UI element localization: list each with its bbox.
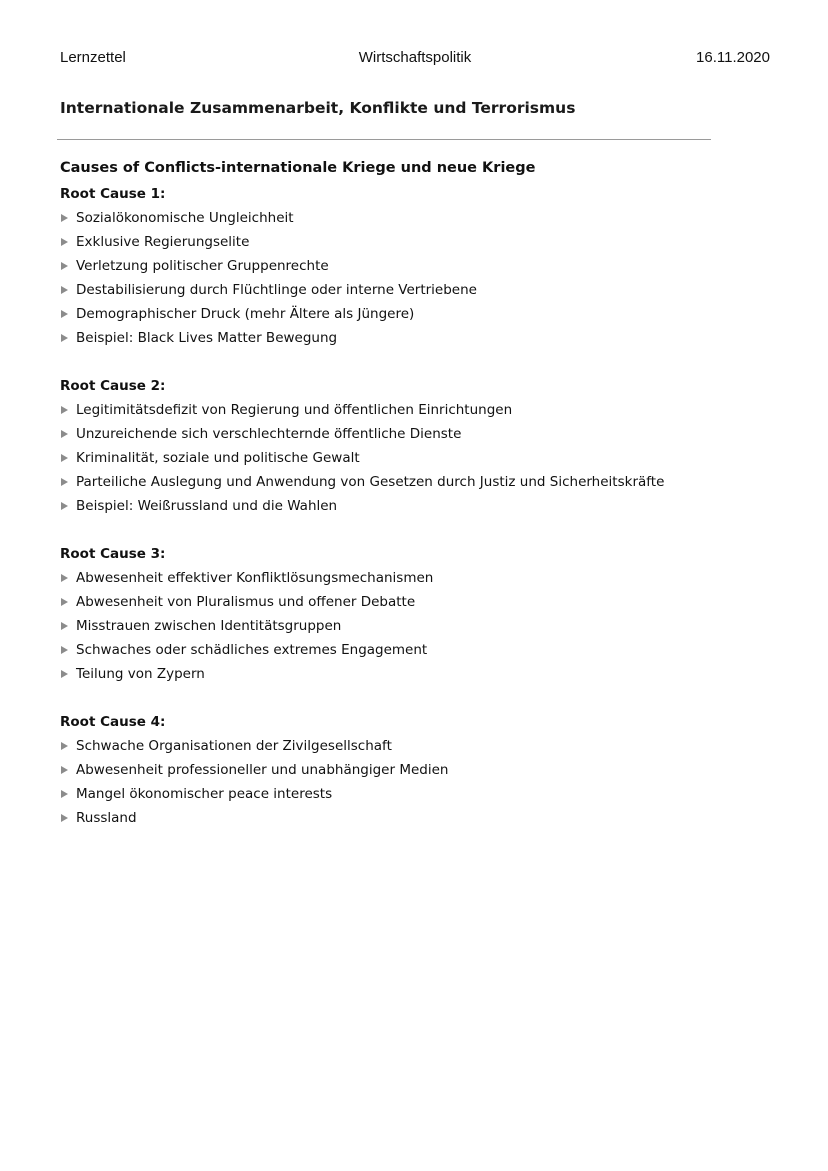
list-item (60, 734, 780, 758)
list-item (60, 326, 780, 350)
triangle-right-icon (61, 646, 68, 654)
root-cause-heading: Root Cause 1: (60, 186, 166, 202)
header-doc-type: Lernzettel (60, 49, 126, 66)
root-cause-heading: Root Cause 2: (60, 378, 166, 394)
triangle-right-icon (61, 790, 68, 798)
list-item (60, 278, 780, 302)
list-item (60, 470, 780, 494)
list-item-text: Mangel ökonomischer peace interests (76, 786, 333, 802)
triangle-right-icon (61, 766, 68, 774)
triangle-right-icon (61, 670, 68, 678)
page-header (60, 49, 770, 69)
root-cause-items (60, 206, 780, 350)
root-cause-heading: Root Cause 4: (60, 714, 166, 730)
list-item-text: Sozialökonomische Ungleichheit (76, 210, 294, 226)
triangle-right-icon (61, 478, 68, 486)
triangle-right-icon (61, 742, 68, 750)
root-cause-items (60, 734, 780, 830)
header-subject: Wirtschaftspolitik (358, 49, 472, 66)
triangle-right-icon (61, 406, 68, 414)
list-item (60, 230, 780, 254)
list-item-text: Misstrauen zwischen Identitätsgruppen (76, 618, 342, 634)
list-item-text: Beispiel: Weißrussland und die Wahlen (76, 498, 338, 514)
triangle-right-icon (61, 262, 68, 270)
list-item (60, 782, 780, 806)
list-item (60, 422, 780, 446)
list-item (60, 494, 780, 518)
root-cause-items (60, 566, 780, 686)
list-item (60, 806, 780, 830)
list-item (60, 614, 780, 638)
root-cause-heading: Root Cause 3: (60, 546, 166, 562)
list-item-text: Abwesenheit effektiver Konfliktlösungsmechanismen (76, 570, 434, 586)
triangle-right-icon (61, 334, 68, 342)
root-cause-items (60, 398, 780, 518)
triangle-right-icon (61, 214, 68, 222)
list-item-text: Abwesenheit von Pluralismus und offener Debatte (76, 594, 416, 610)
list-item (60, 590, 780, 614)
list-item (60, 566, 780, 590)
list-item-text: Kriminalität, soziale und politische Gewalt (76, 450, 360, 466)
triangle-right-icon (61, 598, 68, 606)
list-item (60, 662, 780, 686)
triangle-right-icon (61, 238, 68, 246)
divider (57, 139, 711, 140)
list-item (60, 398, 780, 422)
list-item-text: Abwesenheit professioneller und unabhängiger Medien (76, 762, 449, 778)
list-item (60, 206, 780, 230)
list-item (60, 446, 780, 470)
triangle-right-icon (61, 502, 68, 510)
list-item-text: Russland (76, 810, 137, 826)
header-date: 16.11.2020 (696, 49, 770, 66)
document-title: Internationale Zusammenarbeit, Konflikte und Terrorismus (60, 99, 576, 117)
list-item-text: Exklusive Regierungselite (76, 234, 250, 250)
triangle-right-icon (61, 622, 68, 630)
section-title: Causes of Conflicts-internationale Kriege und neue Kriege (60, 160, 536, 176)
list-item-text: Teilung von Zypern (76, 666, 205, 682)
triangle-right-icon (61, 310, 68, 318)
list-item-text: Demographischer Druck (mehr Ältere als Jüngere) (76, 306, 415, 322)
triangle-right-icon (61, 430, 68, 438)
triangle-right-icon (61, 574, 68, 582)
list-item-text: Verletzung politischer Gruppenrechte (76, 258, 329, 274)
triangle-right-icon (61, 454, 68, 462)
list-item-text: Unzureichende sich verschlechternde öffentliche Dienste (76, 426, 462, 442)
list-item-text: Parteiliche Auslegung und Anwendung von Gesetzen durch Justiz und Sicherheitskräfte (76, 474, 665, 490)
document-body (60, 157, 780, 854)
list-item-text: Destabilisierung durch Flüchtlinge oder interne Vertriebene (76, 282, 477, 298)
list-item-text: Schwaches oder schädliches extremes Engagement (76, 642, 428, 658)
list-item (60, 638, 780, 662)
root-causes-list (60, 182, 780, 830)
list-item (60, 302, 780, 326)
triangle-right-icon (61, 814, 68, 822)
list-item-text: Beispiel: Black Lives Matter Bewegung (76, 330, 338, 346)
list-item (60, 758, 780, 782)
list-item-text: Schwache Organisationen der Zivilgesellschaft (76, 738, 392, 754)
list-item-text: Legitimitätsdefizit von Regierung und öffentlichen Einrichtungen (76, 402, 513, 418)
list-item (60, 254, 780, 278)
triangle-right-icon (61, 286, 68, 294)
